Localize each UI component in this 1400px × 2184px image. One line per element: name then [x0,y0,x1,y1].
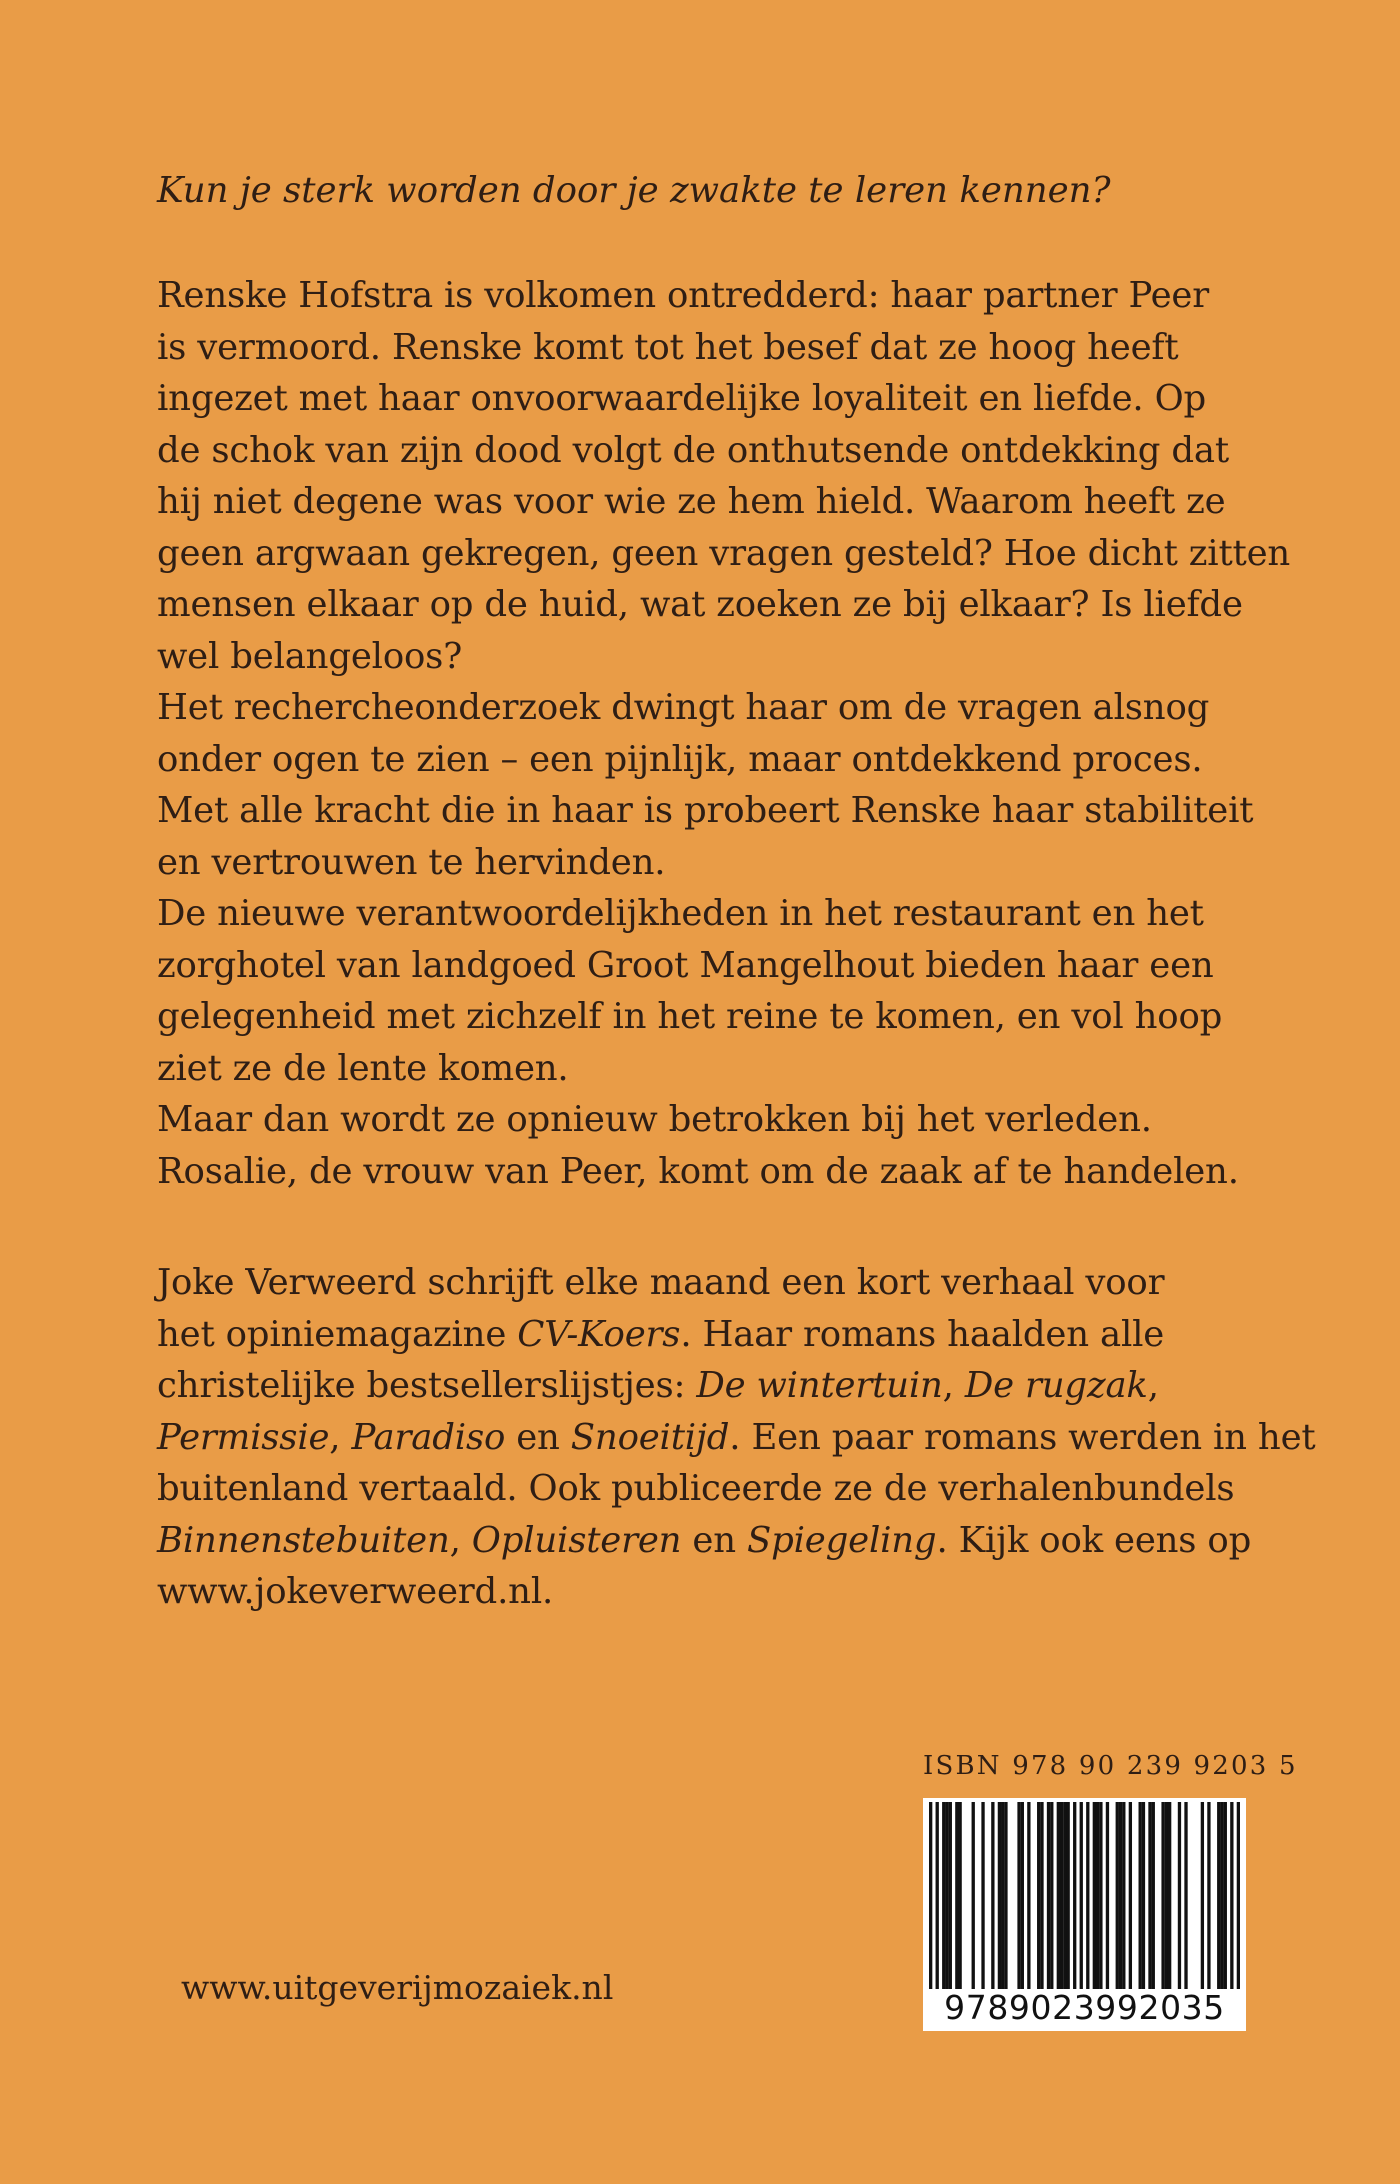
barcode-bar [1139,1802,1142,1989]
barcode-bar [1093,1802,1096,1989]
summary-line: gelegenheid met zichzelf in het reine te komen, en vol hoop [157,996,1223,1037]
author-bio [157,1257,1316,1618]
barcode-bar [1047,1802,1050,1989]
book-title: De wintertuin [696,1365,943,1406]
author-bio-line: Joke Verweerd schrijft elke maand een kort verhaal voor [157,1262,1165,1303]
author-bio-line: buitenland vertaald. Ook publiceerde ze de verhalenbundels [157,1468,1235,1509]
barcode-bar [1027,1802,1030,1989]
summary-line: De nieuwe verantwoordelijkheden in het restaurant en het [157,893,1204,934]
barcode-bars [929,1802,1240,1989]
barcode-bar [1207,1802,1210,1989]
author-bio-line: Permissie, Paradiso en Snoeitijd. Een paar romans werden in het [157,1416,1316,1458]
summary-line: Rosalie, de vrouw van Peer, komt om de zaak af te handelen. [157,1150,1239,1192]
summary-line: de schok van zijn dood volgt de onthutsende ontdekking dat [157,429,1229,471]
barcode-bar [1116,1802,1119,1989]
barcode-bar [1040,1802,1043,1989]
summary-line: Het rechercheonderzoek dwingt haar om de vragen alsnog [157,687,1210,728]
tagline: Kun je sterk worden door je zwakte te leren kennen? [157,170,1111,211]
summary-line: Maar dan wordt ze opnieuw betrokken bij het verleden. [157,1099,1152,1140]
barcode-bar [1148,1802,1151,1989]
summary-line: onder ogen te zien – een pijnlijk, maar ontdekkend proces. [157,738,1203,780]
summary-line: hij niet degene was voor wie ze hem hield. Waarom heeft ze [157,481,1226,522]
summary-line: ingezet met haar onvoorwaardelijke loyaliteit en liefde. Op [157,378,1207,419]
barcode-bar [1050,1802,1053,1989]
barcode-bar [1165,1802,1168,1989]
barcode-bar [1086,1802,1089,1989]
magazine-title: CV-Koers [517,1313,681,1355]
barcode-bar [1099,1802,1102,1989]
barcode-bar [1152,1802,1155,1989]
barcode-bar [1073,1802,1076,1989]
barcode-bar [1060,1802,1063,1989]
book-title: Binnenstebuiten [157,1519,450,1561]
barcode-bar [981,1802,984,1989]
barcode-bar [1063,1802,1066,1989]
barcode-digits: 9789023992035 [944,1988,1225,2027]
barcode-bar [1161,1802,1164,1989]
summary-line: mensen elkaar op de huid, wat zoeken ze bij elkaar? Is liefde [157,584,1243,625]
summary-line: wel belangeloos? [157,635,463,677]
barcode-bar [991,1802,994,1989]
barcode-bar [945,1802,948,1989]
summary-line: is vermoord. Renske komt tot het besef dat ze hoog heeft [157,326,1179,368]
barcode-bar [1004,1802,1007,1989]
barcode-bar [1217,1802,1220,1989]
barcode-bar [1080,1802,1083,1989]
barcode-bar [1122,1802,1125,1989]
barcode-bar [1237,1802,1240,1989]
barcode-bar [1201,1802,1204,1989]
barcode-bar [972,1802,975,1989]
barcode-bar [942,1802,945,1989]
publisher-website: www.uitgeverijmozaiek.nl [181,1968,614,2007]
barcode-bar [1129,1802,1132,1989]
barcode-bar [958,1802,961,1989]
author-website: www.jokeverweerd.nl. [157,1571,554,1612]
barcode-bar [1168,1802,1171,1989]
summary-line: ziet ze de lente komen. [157,1047,569,1089]
barcode-bar [1017,1802,1020,1989]
barcode-bar [949,1802,952,1989]
summary-line: geen argwaan gekregen, geen vragen gesteld? Hoe dicht zitten [157,532,1291,574]
barcode-bar [1066,1802,1069,1989]
book-title: De rugzak [964,1365,1148,1406]
barcode-bar [1224,1802,1227,1989]
isbn-label: ISBN 978 90 239 9203 5 [923,1751,1298,1781]
barcode-bar [1021,1802,1024,1989]
book-title: Spiegeling [747,1519,937,1561]
author-bio-line: het opiniemagazine CV-Koers. Haar romans haalden alle [157,1313,1165,1355]
barcode-bar [1037,1802,1040,1989]
barcode-bar [1230,1802,1233,1989]
barcode-bar [1057,1802,1060,1989]
barcode-bar [1106,1802,1109,1989]
book-title: Opluisteren [471,1519,682,1561]
summary-line: zorghotel van landgoed Groot Mangelhout bieden haar een [157,944,1214,986]
barcode-bar [1001,1802,1004,1989]
barcode [923,1798,1246,2031]
barcode-bar [1178,1802,1181,1989]
barcode-bar [955,1802,958,1989]
barcode-bar [1096,1802,1099,1989]
summary-text [157,270,1291,1197]
barcode-bar [998,1802,1001,1989]
barcode-bar [1142,1802,1145,1989]
summary-line: Renske Hofstra is volkomen ontredderd: haar partner Peer [157,275,1209,316]
author-bio-line: christelijke bestsellerslijstjes: De wintertuin, De rugzak, [157,1365,1159,1406]
book-title: Paradiso [351,1416,506,1458]
barcode-bar [1184,1802,1187,1989]
barcode-bar [929,1802,932,1989]
barcode-bar [936,1802,939,1989]
summary-line: Met alle kracht die in haar is probeert Renske haar stabiliteit [157,790,1254,831]
barcode-bar [1220,1802,1223,1989]
book-title: Permissie [157,1416,330,1458]
author-bio-line: Binnenstebuiten, Opluisteren en Spiegeling. Kijk ook eens op [157,1519,1252,1561]
book-title: Snoeitijd [570,1416,730,1458]
barcode-bar [1119,1802,1122,1989]
summary-line: en vertrouwen te hervinden. [157,841,666,883]
